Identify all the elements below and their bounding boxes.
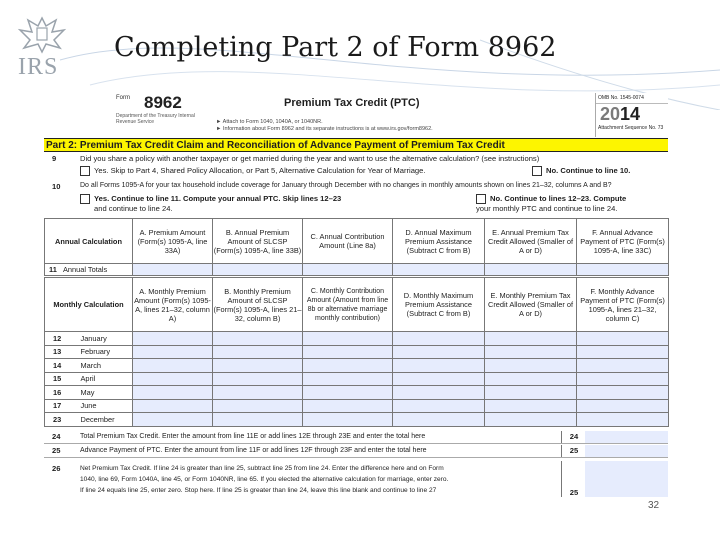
line-10-no-label: No. Continue to lines 12–23. Compute (490, 194, 627, 203)
annual-calculation-table (44, 218, 669, 276)
line-10-no-option[interactable] (476, 194, 626, 213)
line-11-label (45, 264, 133, 276)
cell-input[interactable] (485, 345, 577, 359)
year-prefix: 20 (600, 104, 621, 124)
line-26-text-1: Net Premium Tax Credit. If line 24 is greater than line 25, subtract line 25 from line 24. Enter the difference here and on Form (80, 465, 444, 472)
cell-input[interactable] (133, 359, 213, 373)
annual-col-c-header: C. Annual Contribution Amount (Line 8a) (303, 219, 393, 264)
form-title: Premium Tax Credit (PTC) (284, 97, 420, 109)
cell-input[interactable] (577, 413, 669, 427)
row-month: January (75, 332, 133, 346)
line-24-text: Total Premium Tax Credit. Enter the amount from line 11E or add lines 12E through 23E and enter the total here (80, 433, 426, 440)
irs-logo-text: IRS (18, 54, 59, 80)
attach-line-2: ► Information about Form 8962 and its separate instructions is at www.irs.gov/form8962. (216, 126, 433, 132)
cell-input[interactable] (577, 345, 669, 359)
cell-input[interactable] (485, 413, 577, 427)
cell-input[interactable] (577, 399, 669, 413)
monthly-col-c-header: C. Monthly Contribution Amount (Amount from line 8b or alternative marriage monthly contribution) (303, 278, 393, 332)
eagle-icon (16, 14, 68, 54)
line-9-yes-label: Yes. Skip to Part 4, Shared Policy Allocation, or Part 5, Alternative Calculation for Year of Marriage. (94, 166, 426, 175)
cell-input[interactable] (303, 413, 393, 427)
cell-input[interactable] (303, 372, 393, 386)
department-text: Department of the Treasury Internal Revenue Service (116, 113, 195, 125)
monthly-col-f-header: F. Monthly Advance Payment of PTC (Form(s) 1095-A, lines 21–32, column C) (577, 278, 669, 332)
row-month: May (75, 386, 133, 400)
line-10-yes-checkbox[interactable] (80, 194, 90, 204)
cell-input[interactable] (485, 386, 577, 400)
line-24 (44, 431, 668, 444)
monthly-col-b-header: B. Monthly Premium Amount of SLCSP (Form(s) 1095-A, lines 21–32, column B) (213, 278, 303, 332)
line-11b-input[interactable] (213, 264, 303, 276)
line-number: 26 (52, 464, 61, 473)
line-10-no-checkbox[interactable] (476, 194, 486, 204)
cell-input[interactable] (213, 372, 303, 386)
cell-input[interactable] (577, 332, 669, 346)
table-row (45, 359, 669, 373)
table-row (45, 372, 669, 386)
line-26-box-label: 25 (569, 488, 579, 497)
annual-col-a-header: A. Premium Amount (Form(s) 1095-A, line 33A) (133, 219, 213, 264)
line-25-box-number: 25 (561, 445, 587, 457)
sequence-number: Attachment Sequence No. 73 (598, 125, 664, 131)
cell-input[interactable] (485, 399, 577, 413)
line-11-text: Annual Totals (62, 265, 108, 274)
cell-input[interactable] (303, 345, 393, 359)
cell-input[interactable] (303, 359, 393, 373)
line-26-amount-input[interactable] (585, 461, 668, 497)
irs-logo (16, 14, 74, 80)
row-line-number: 17 (45, 399, 75, 413)
row-month: February (75, 345, 133, 359)
line-11c-input[interactable] (303, 264, 393, 276)
cell-input[interactable] (485, 359, 577, 373)
line-11f-input[interactable] (577, 264, 669, 276)
cell-input[interactable] (393, 413, 485, 427)
line-9-yes-checkbox[interactable] (80, 166, 90, 176)
row-line-number: 23 (45, 413, 75, 427)
line-26-text-2: 1040, line 69, Form 1040A, line 45, or Form 1040NR, line 65. If you elected the alternative calculation for marriage, enter zero. (80, 476, 449, 483)
cell-input[interactable] (213, 332, 303, 346)
table-row (45, 413, 669, 427)
cell-input[interactable] (393, 359, 485, 373)
monthly-col-a-header: A. Monthly Premium Amount (Form(s) 1095-A, lines 21–32, column A) (133, 278, 213, 332)
cell-input[interactable] (577, 386, 669, 400)
cell-input[interactable] (133, 332, 213, 346)
annual-col-e-header: E. Annual Premium Tax Credit Allowed (Smaller of A or D) (485, 219, 577, 264)
line-9-question: Did you share a policy with another taxpayer or get married during the year and want to use the alternative calculation? (see instructions) (80, 154, 540, 163)
cell-input[interactable] (393, 345, 485, 359)
tax-year (596, 104, 668, 125)
line-9 (44, 154, 668, 180)
monthly-col-d-header: D. Monthly Maximum Premium Assistance (Subtract C from B) (393, 278, 485, 332)
line-9-no-option[interactable] (532, 166, 630, 176)
omb-number: OMB No. 1545-0074 (596, 93, 668, 104)
line-10-yes-label: Yes. Continue to line 11. Compute your annual PTC. Skip lines 12–23 (94, 194, 342, 203)
annual-col-d-header: D. Annual Maximum Premium Assistance (Subtract C from B) (393, 219, 485, 264)
line-9-no-checkbox[interactable] (532, 166, 542, 176)
cell-input[interactable] (485, 372, 577, 386)
line-number: 25 (52, 446, 61, 455)
row-line-number: 13 (45, 345, 75, 359)
year-suffix: 14 (620, 104, 641, 124)
line-number: 9 (52, 154, 57, 163)
cell-input[interactable] (577, 359, 669, 373)
cell-input[interactable] (133, 372, 213, 386)
line-26-box-number (561, 461, 587, 497)
cell-input[interactable] (213, 345, 303, 359)
line-25-text: Advance Payment of PTC. Enter the amount from line 11F or add lines 12F through 23F and enter the total here (80, 447, 427, 454)
page-number: 32 (648, 500, 660, 511)
cell-input[interactable] (213, 386, 303, 400)
annual-col-f-header: F. Annual Advance Payment of PTC (Form(s) 1095-A, line 33C) (577, 219, 669, 264)
line-26-text (80, 463, 448, 496)
line-24-box-number: 24 (561, 431, 587, 443)
row-month: April (75, 372, 133, 386)
line-25 (44, 445, 668, 458)
row-line-number: 12 (45, 332, 75, 346)
line-11-number: 11 (49, 265, 57, 274)
annual-calculation-label: Annual Calculation (45, 219, 133, 264)
cell-input[interactable] (303, 386, 393, 400)
row-month: June (75, 399, 133, 413)
line-10-yes-option[interactable] (80, 194, 341, 213)
form-8962 (44, 93, 668, 513)
line-10-no-continued: your monthly PTC and continue to line 24. (476, 204, 618, 213)
line-number: 24 (52, 432, 61, 441)
table-row (45, 386, 669, 400)
annual-col-b-header: B. Annual Premium Amount of SLCSP (Form(s) 1095-A, line 33B) (213, 219, 303, 264)
line-11e-input[interactable] (485, 264, 577, 276)
line-26 (44, 461, 668, 497)
attach-line-1: ► Attach to Form 1040, 1040A, or 1040NR. (216, 119, 323, 125)
cell-input[interactable] (303, 399, 393, 413)
line-9-yes-option[interactable] (80, 166, 426, 176)
slide-title: Completing Part 2 of Form 8962 (114, 32, 557, 63)
line-10-question: Do all Forms 1095-A for your tax household include coverage for January through December with no changes in monthly amounts shown on lines 21–32, columns A and B? (80, 182, 612, 189)
line-10 (44, 182, 668, 216)
cell-input[interactable] (393, 332, 485, 346)
line-10-yes-continued: and continue to line 24. (94, 204, 173, 213)
table-row (45, 332, 669, 346)
row-line-number: 16 (45, 386, 75, 400)
cell-input[interactable] (485, 332, 577, 346)
cell-input[interactable] (393, 399, 485, 413)
part2-header: Part 2: Premium Tax Credit Claim and Reconciliation of Advance Payment of Premium Tax Credit (44, 138, 668, 152)
cell-input[interactable] (213, 413, 303, 427)
line-number: 10 (52, 182, 61, 191)
cell-input[interactable] (133, 345, 213, 359)
cell-input[interactable] (133, 413, 213, 427)
line-11d-input[interactable] (393, 264, 485, 276)
cell-input[interactable] (213, 399, 303, 413)
line-9-no-label: No. Continue to line 10. (546, 166, 631, 175)
omb-box (595, 93, 668, 137)
monthly-col-e-header: E. Monthly Premium Tax Credit Allowed (Smaller of A or D) (485, 278, 577, 332)
line-25-amount-input[interactable] (585, 445, 668, 457)
row-month: March (75, 359, 133, 373)
cell-input[interactable] (133, 386, 213, 400)
form-number: 8962 (144, 93, 182, 112)
attach-instructions (216, 119, 433, 133)
cell-input[interactable] (393, 386, 485, 400)
row-line-number: 15 (45, 372, 75, 386)
table-row (45, 399, 669, 413)
form-header (116, 93, 668, 137)
monthly-calculation-label: Monthly Calculation (45, 278, 133, 332)
table-row (45, 345, 669, 359)
line-11a-input[interactable] (133, 264, 213, 276)
row-month: December (75, 413, 133, 427)
cell-input[interactable] (133, 399, 213, 413)
form-label: Form (116, 95, 130, 101)
row-line-number: 14 (45, 359, 75, 373)
cell-input[interactable] (303, 332, 393, 346)
cell-input[interactable] (577, 372, 669, 386)
line-24-amount-input[interactable] (585, 431, 668, 443)
monthly-calculation-table (44, 277, 669, 427)
line-26-text-3: If line 24 equals line 25, enter zero. Stop here. If line 25 is greater than line 24, leave this line blank and continue to line 27 (80, 487, 437, 494)
cell-input[interactable] (393, 372, 485, 386)
cell-input[interactable] (213, 359, 303, 373)
